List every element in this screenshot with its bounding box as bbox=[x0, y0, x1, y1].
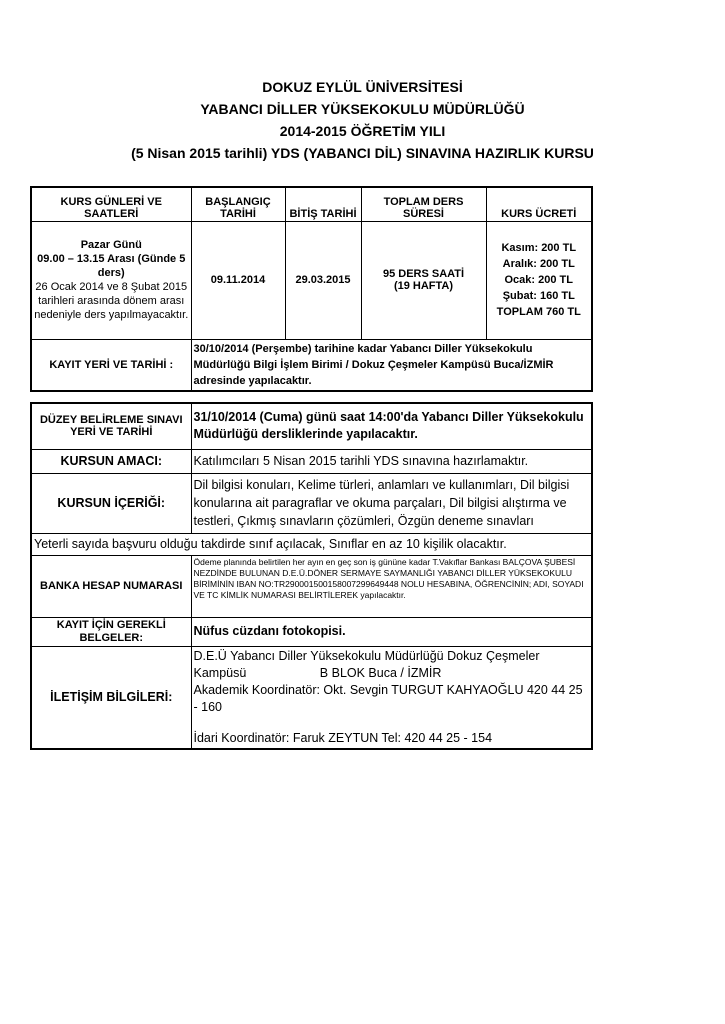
contact-row bbox=[31, 646, 592, 749]
bank-row bbox=[31, 555, 592, 617]
fee-item: Kasım: 200 TL bbox=[501, 242, 577, 254]
col-end: BİTİŞ TARİHİ bbox=[285, 187, 361, 221]
fee-item: Şubat: 160 TL bbox=[502, 290, 575, 302]
documents-text: Nüfus cüzdanı fotokopisi. bbox=[191, 617, 592, 646]
placement-text: 31/10/2014 (Cuma) günü saat 14:00'da Yabancı Diller Yüksekokulu Müdürlüğü dersliklerinde yapılacaktır. bbox=[191, 403, 592, 449]
university-title: DOKUZ EYLÜL ÜNİVERSİTESİ bbox=[262, 79, 463, 95]
placement-label: DÜZEY BELİRLEME SINAVI YERİ VE TARİHİ bbox=[31, 403, 191, 449]
end-date: 29.03.2015 bbox=[285, 221, 361, 339]
total-weeks: (19 HAFTA) bbox=[393, 280, 454, 292]
schedule-row bbox=[31, 221, 592, 339]
purpose-label: KURSUN AMACI: bbox=[31, 449, 191, 473]
fee-cell bbox=[486, 221, 592, 339]
info-table bbox=[30, 402, 593, 750]
schedule-table bbox=[30, 186, 593, 392]
note-row bbox=[31, 533, 592, 555]
days-cell bbox=[31, 221, 191, 339]
col-days: KURS GÜNLERİ VE SAATLERİ bbox=[31, 187, 191, 221]
fee-total: TOPLAM 760 TL bbox=[496, 306, 581, 318]
course-title: (5 Nisan 2015 tarihli) YDS (YABANCI DİL) SINAVINA HAZIRLIK KURSU bbox=[131, 145, 594, 161]
documents-label: KAYIT İÇİN GEREKLİ BELGELER: bbox=[31, 617, 191, 646]
contact-address-text: D.E.Ü Yabancı Diller Yüksekokulu Müdürlüğü Dokuz Çeşmeler Kampüsü bbox=[193, 648, 540, 680]
purpose-row bbox=[31, 449, 592, 473]
col-fee: KURS ÜCRETİ bbox=[486, 187, 592, 221]
days-hours: 09.00 – 13.15 Arası (Günde 5 ders) bbox=[37, 253, 186, 279]
registration-label: KAYIT YERİ VE TARİHİ : bbox=[31, 339, 191, 391]
contact-label: İLETİŞİM BİLGİLERİ: bbox=[31, 646, 191, 749]
bank-text: Ödeme planında belirtilen her ayın en geç son iş gününe kadar T.Vakıflar Bankası BALÇOVA ŞUBESİ NEZDİNDE BULUNAN D.E.Ü.DÖNER SERMAYE SAYMANLIĞI YABANCI DİLLER YÜKSEKOKULU BİRİMİNİN IBAN NO:TR290001500158007299649448 NOLU HESABINA, ÖĞRENCİNİN; ADI, SOYADI VE TC KİMLİK NUMARASI BELİRTİLEREK yapılacaktır. bbox=[191, 555, 592, 617]
fee-item: Ocak: 200 TL bbox=[504, 274, 573, 286]
purpose-text: Katılımcıları 5 Nisan 2015 tarihli YDS sınavına hazırlamaktır. bbox=[191, 449, 592, 473]
col-start: BAŞLANGIÇ TARİHİ bbox=[191, 187, 285, 221]
content-text: Dil bilgisi konuları, Kelime türleri, anlamları ve kullanımları, Dil bilgisi konularına ait paragraflar ve okuma parçaları, Dil bilgisi alıştırma ve testleri, Çıkmış sınavların çözümleri, Özgün deneme sınavları bbox=[191, 473, 592, 533]
documents-row bbox=[31, 617, 592, 646]
total-hours: 95 DERS SAATİ bbox=[382, 268, 465, 280]
content-label: KURSUN İÇERİĞİ: bbox=[31, 473, 191, 533]
start-date: 09.11.2014 bbox=[191, 221, 285, 339]
school-title: YABANCI DİLLER YÜKSEKOKULU MÜDÜRLÜĞÜ bbox=[200, 101, 525, 117]
schedule-header-row bbox=[31, 187, 592, 221]
contact-academic: Akademik Koordinatör: Okt. Sevgin TURGUT KAHYAOĞLU 420 44 25 - 160 bbox=[193, 682, 583, 714]
registration-text: 30/10/2014 (Perşembe) tarihine kadar Yabancı Diller Yüksekokulu Müdürlüğü Bilgi İşlem Birimi / Dokuz Çeşmeler Kampüsü Buca/İZMİR adresinde yapılacaktır. bbox=[191, 339, 592, 391]
registration-row bbox=[31, 339, 592, 391]
days-note: 26 Ocak 2014 ve 8 Şubat 2015 tarihleri arasında dönem arası nedeniyle ders yapılmayacaktır. bbox=[34, 281, 189, 321]
bank-label: BANKA HESAP NUMARASI bbox=[31, 555, 191, 617]
contact-block: B BLOK Buca / İZMİR bbox=[319, 665, 442, 680]
days-day: Pazar Günü bbox=[80, 239, 142, 251]
capacity-note: Yeterli sayıda başvuru olduğu takdirde sınıf açılacak, Sınıflar en az 10 kişilik olacaktır. bbox=[31, 533, 592, 555]
content-row bbox=[31, 473, 592, 533]
contact-cell bbox=[191, 646, 592, 749]
document-header bbox=[0, 76, 725, 164]
placement-row bbox=[31, 403, 592, 449]
fee-item: Aralık: 200 TL bbox=[502, 258, 575, 270]
contact-address bbox=[194, 648, 590, 682]
col-total: TOPLAM DERS SÜRESİ bbox=[361, 187, 486, 221]
contact-admin: İdari Koordinatör: Faruk ZEYTUN Tel: 420 44 25 - 154 bbox=[193, 730, 493, 745]
academic-year: 2014-2015 ÖĞRETİM YILI bbox=[279, 123, 446, 139]
total-cell bbox=[361, 221, 486, 339]
